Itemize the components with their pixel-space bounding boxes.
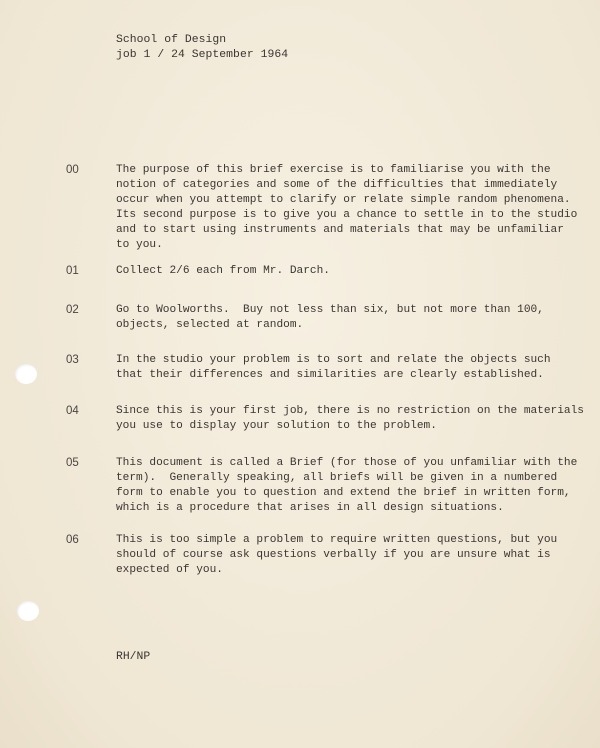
- item-line: term). Generally speaking, all briefs will be given in a numbered: [116, 472, 558, 484]
- item-line: Collect 2/6 each from Mr. Darch.: [116, 265, 330, 277]
- item-number: 05: [66, 457, 79, 469]
- item-line: you use to display your solution to the problem.: [116, 420, 437, 432]
- item-line: Since this is your first job, there is no restriction on the materials: [116, 405, 584, 417]
- item-text: [116, 163, 576, 253]
- item-number: 06: [66, 534, 79, 546]
- punch-hole-lower: [17, 601, 39, 621]
- item-line: occur when you attempt to clarify or relate simple random phenomena.: [116, 194, 571, 206]
- item-line: Go to Woolworths. Buy not less than six, but not more than 100,: [116, 304, 544, 316]
- item-line: This is too simple a problem to require written questions, but you: [116, 534, 558, 546]
- punch-hole-upper: [15, 364, 37, 384]
- item-line: objects, selected at random.: [116, 319, 304, 331]
- item-number: 02: [66, 304, 79, 316]
- item-line: form to enable you to question and extend the brief in written form,: [116, 487, 571, 499]
- item-line: In the studio your problem is to sort and relate the objects such: [116, 354, 551, 366]
- item-line: which is a procedure that arises in all design situations.: [116, 502, 504, 514]
- item-line: expected of you.: [116, 564, 223, 576]
- author-initials: RH/NP: [116, 651, 151, 663]
- item-line: that their differences and similarities are clearly established.: [116, 369, 544, 381]
- item-text: [116, 456, 576, 516]
- item-number: 04: [66, 405, 79, 417]
- school-name: School of Design: [116, 34, 227, 46]
- document-header: [116, 33, 288, 63]
- item-line: This document is called a Brief (for those of you unfamiliar with the: [116, 457, 578, 469]
- item-text: [116, 353, 576, 383]
- item-line: and to start using instruments and materials that may be unfamiliar: [116, 224, 564, 236]
- item-text: [116, 533, 576, 578]
- item-text: [116, 303, 576, 333]
- item-number: 03: [66, 354, 79, 366]
- item-line: Its second purpose is to give you a chance to settle in to the studio: [116, 209, 578, 221]
- item-text: [116, 264, 576, 279]
- item-number: 01: [66, 265, 79, 277]
- item-line: should of course ask questions verbally if you are unsure what is: [116, 549, 551, 561]
- item-number: 00: [66, 164, 79, 176]
- item-line: to you.: [116, 239, 163, 251]
- job-date-line: job 1 / 24 September 1964: [116, 49, 289, 61]
- item-text: [116, 404, 584, 434]
- item-line: The purpose of this brief exercise is to familiarise you with the: [116, 164, 551, 176]
- item-line: notion of categories and some of the difficulties that immediately: [116, 179, 558, 191]
